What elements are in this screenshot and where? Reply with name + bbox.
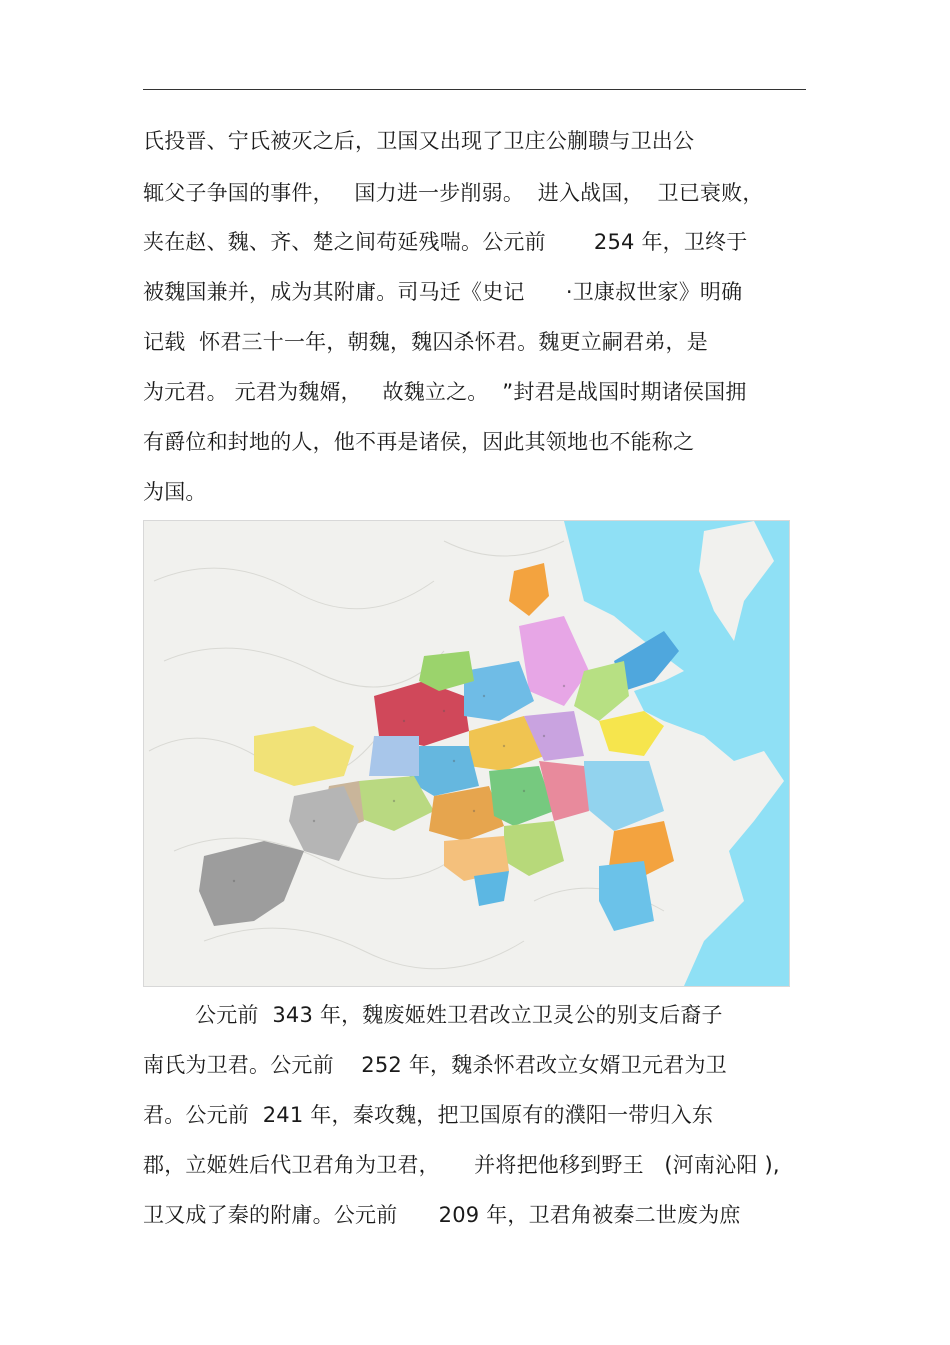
text-line: 有爵位和封地的人，他不再是诸侯，因此其领地也不能称之	[143, 430, 695, 454]
text-line: 公元前 343 年，魏废姬姓卫君改立卫灵公的别支后裔子	[195, 1003, 723, 1027]
text-line: 辄父子争国的事件， 国力进一步削弱。 进入战国， 卫已衰败，	[143, 181, 764, 205]
text-line: 为国。	[143, 480, 207, 504]
text-line: 君。公元前 241 年，秦攻魏，把卫国原有的濮阳一带归入东	[143, 1103, 714, 1127]
text-line: 氏投晋、宁氏被灭之后，卫国又出现了卫庄公蒯聩与卫出公	[143, 129, 695, 153]
text-line: 卫又成了秦的附庸。公元前 209 年，卫君角被秦二世废为庶	[143, 1203, 741, 1227]
text-line: 被魏国兼并，成为其附庸。司马迁《史记 ·卫康叔世家》明确	[143, 280, 743, 304]
text-line: 夹在赵、魏、齐、楚之间苟延残喘。公元前 254 年，卫终于	[143, 230, 748, 254]
text-line: 郡，立姬姓后代卫君角为卫君， 并将把他移到野王 (河南沁阳 ),	[143, 1153, 780, 1177]
text-line: 记载 怀君三十一年，朝魏，魏囚杀怀君。魏更立嗣君弟，是	[143, 330, 708, 354]
historical-map-image	[143, 520, 790, 987]
text-line: 为元君。 元君为魏婿， 故魏立之。 ”封君是战国时期诸侯国拥	[143, 380, 747, 404]
text-line: 南氏为卫君。公元前 252 年，魏杀怀君改立女婿卫元君为卫	[143, 1053, 727, 1077]
header-rule	[143, 89, 806, 90]
